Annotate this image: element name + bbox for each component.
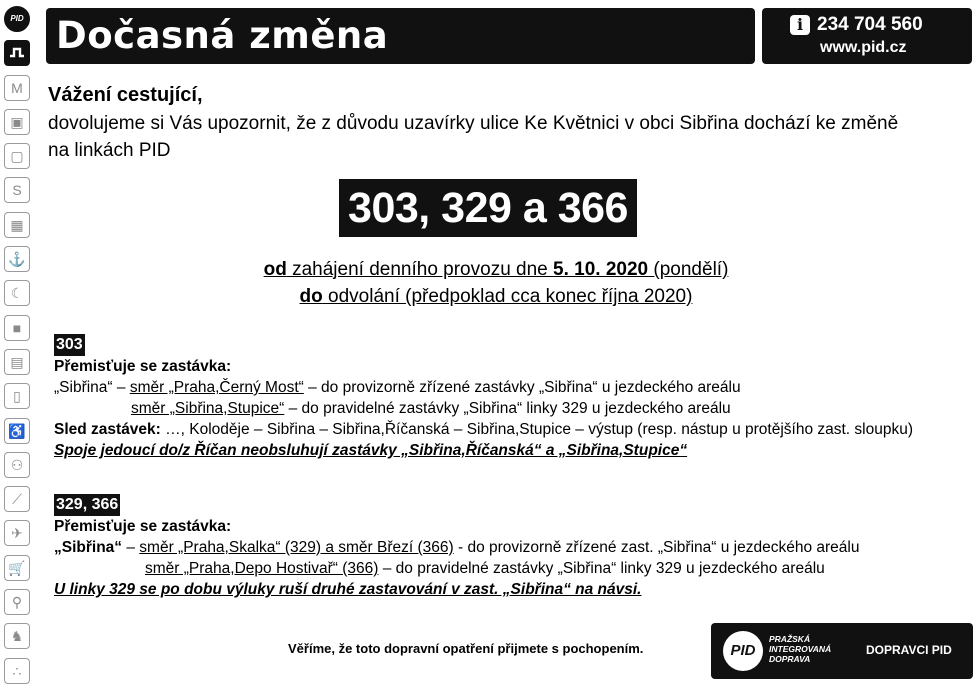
stop-change-row: [54, 537, 859, 558]
phone-icon: ▯: [4, 383, 30, 409]
intro-line-2: na linkách PID: [48, 140, 171, 161]
airplane-icon: ✈: [4, 520, 30, 546]
affected-lines: 303, 329 a 366: [339, 179, 637, 237]
section-heading: Přemisťuje se zastávka:: [54, 518, 232, 535]
metro-icon: M: [4, 75, 30, 101]
service-note: Spoje jedoucí do/z Říčan neobsluhují zastávky „Sibřina,Říčanská“ a „Sibřina,Stupice“: [54, 442, 688, 459]
stop-change-text: – do pravidelné zastávky „Sibřina“ linky 329 u jezdeckého areálu: [378, 560, 825, 577]
bicycle-icon: ⚲: [4, 589, 30, 615]
stop-change-row: [54, 398, 913, 419]
until-keyword: do: [299, 286, 323, 307]
intro-line-1: dovolujeme si Vás upozornit, že z důvodu uzavírky ulice Ke Květnici v obci Sibřina dochází ke změně: [48, 113, 899, 134]
section-heading: Přemisťuje se zastávka:: [54, 358, 232, 375]
sequence-text: …, Koloděje – Sibřina – Sibřina,Říčanská – Sibřina,Stupice – výstup (resp. nástup u protějšího zast. sloupku): [160, 421, 913, 438]
night-icon: ☾: [4, 280, 30, 306]
bus-icon: ▢: [4, 143, 30, 169]
pid-logo-icon: PID: [4, 6, 30, 32]
dash: –: [122, 539, 140, 556]
stop-name: „Sibřina“ –: [54, 379, 130, 396]
train-s-icon: S: [4, 177, 30, 203]
valid-until: [46, 286, 946, 308]
info-icon: i: [790, 15, 810, 35]
dog-icon: ♞: [4, 623, 30, 649]
pid-brand-box: [711, 623, 973, 679]
service-change-icon: [4, 40, 30, 66]
valid-from: [46, 259, 946, 281]
website-link[interactable]: www.pid.cz: [820, 39, 907, 56]
stop-change-row: [54, 558, 859, 579]
from-date: 5. 10. 2020: [553, 259, 649, 280]
stop-change-text: – do provizorně zřízené zastávky „Sibřina“ u jezdeckého areálu: [303, 379, 741, 396]
regional-bus-icon: ■: [4, 315, 30, 341]
sequence-label: Sled zastávek:: [54, 421, 161, 438]
family-icon: ⚇: [4, 452, 30, 478]
direction: směr „Praha,Černý Most“: [129, 379, 304, 396]
from-text: zahájení denního provozu dne: [286, 259, 554, 280]
phone-number[interactable]: 234 704 560: [817, 14, 923, 35]
direction: směr „Praha,Skalka“ (329) a směr Březí (366): [139, 539, 454, 556]
stop-change-text: – do pravidelné zastávky „Sibřina“ linky 329 u jezdeckého areálu: [284, 400, 731, 417]
from-day: (pondělí): [648, 259, 729, 280]
pid-logo: PID: [723, 631, 763, 671]
greeting: Vážení cestující,: [48, 84, 203, 106]
closing-message: Věříme, že toto dopravní opatření přijmete s pochopením.: [288, 641, 644, 656]
line-tag-303: 303: [54, 334, 85, 356]
section-line-303: [54, 334, 913, 461]
ferry-icon: ⚓: [4, 246, 30, 272]
direction: směr „Praha,Depo Hostivař“ (366): [145, 560, 379, 577]
pid-org-name: [769, 634, 831, 664]
org-line: INTEGROVANÁ: [769, 644, 832, 654]
stop-name: „Sibřina“: [54, 539, 123, 556]
service-note: U linky 329 se po dobu výluky ruší druhé zastavování v zast. „Sibřina“ na návsi.: [54, 581, 642, 598]
escalator-icon: ⟋: [4, 486, 30, 512]
cableway-icon: ▦: [4, 212, 30, 238]
transport-mode-sidebar: [4, 6, 34, 692]
stop-change-row: [54, 377, 913, 398]
title-banner: [46, 8, 755, 64]
operators-label: DOPRAVCI PID: [866, 643, 952, 657]
stop-sequence: [54, 419, 913, 440]
org-line: PRAŽSKÁ: [769, 634, 811, 644]
footsteps-icon: ∴: [4, 658, 30, 684]
intro-text: [48, 110, 968, 164]
shopping-cart-icon: 🛒: [4, 555, 30, 581]
ticket-icon: ▤: [4, 349, 30, 375]
until-text: odvolání (předpoklad cca konec října 2020): [322, 286, 693, 307]
org-line: DOPRAVA: [769, 654, 811, 664]
stop-change-text: - do provizorně zřízené zast. „Sibřina“ u jezdeckého areálu: [453, 539, 860, 556]
direction: směr „Sibřina,Stupice“: [131, 400, 285, 417]
tram-icon: ▣: [4, 109, 30, 135]
page-title: Dočasná změna: [56, 14, 389, 57]
contact-box: [762, 8, 972, 64]
line-tag-329-366: 329, 366: [54, 494, 120, 516]
section-lines-329-366: [54, 494, 859, 600]
from-keyword: od: [263, 259, 287, 280]
wheelchair-icon: ♿: [4, 418, 30, 444]
